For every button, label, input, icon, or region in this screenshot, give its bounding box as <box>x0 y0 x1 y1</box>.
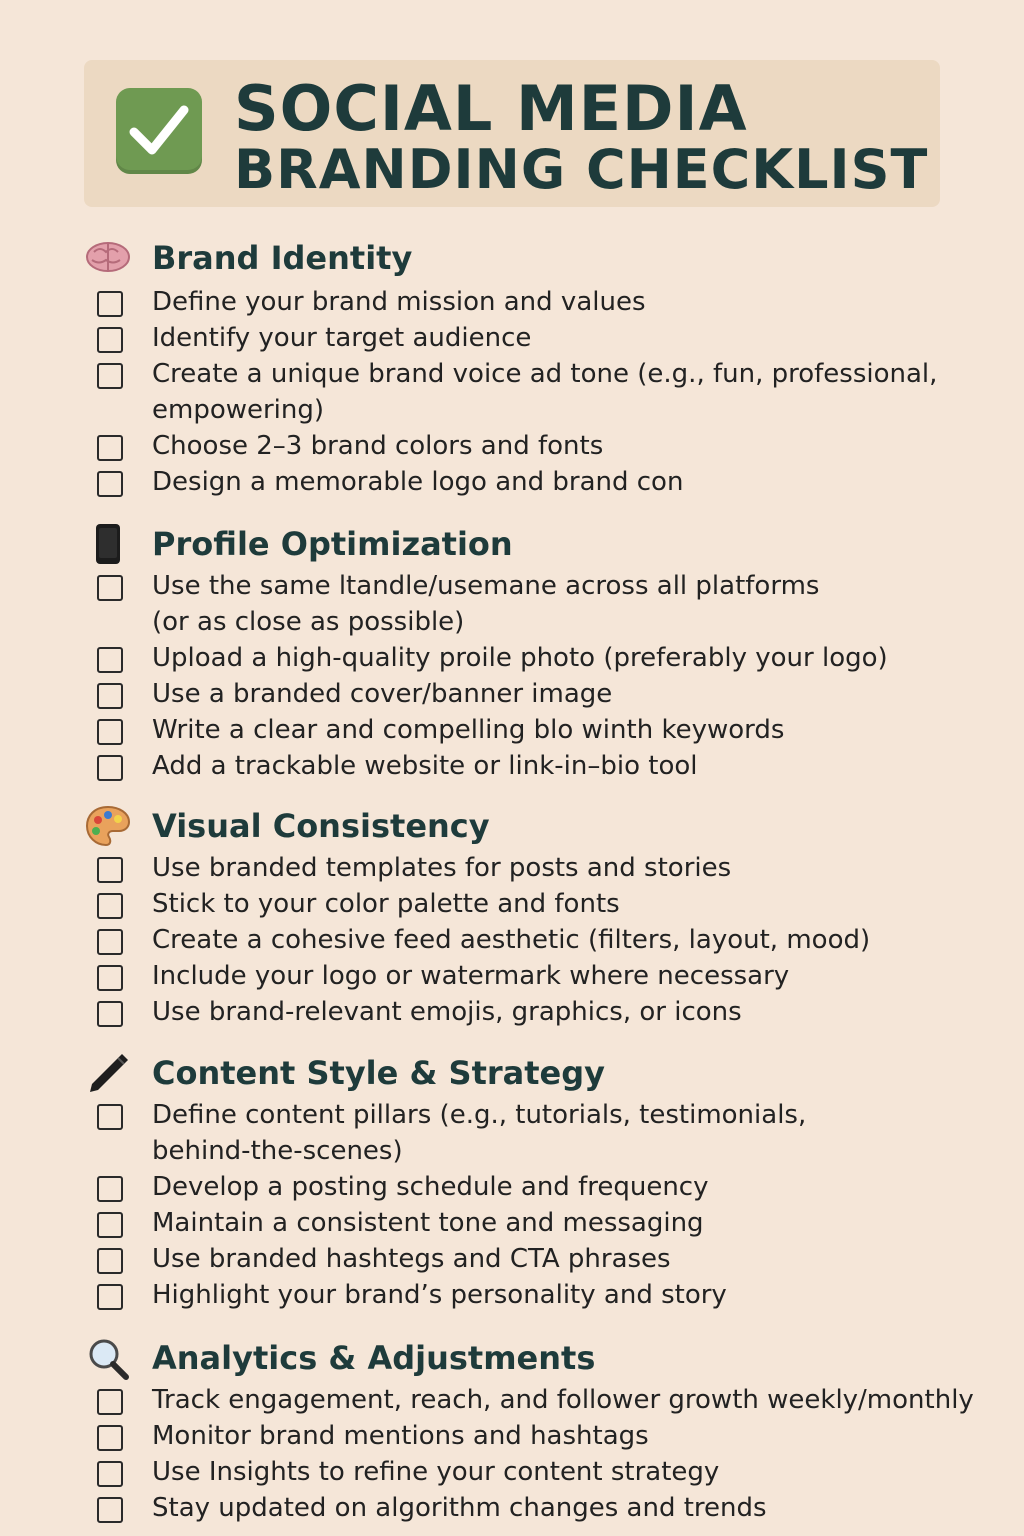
checkbox[interactable] <box>97 1212 123 1238</box>
checkbox[interactable] <box>97 893 123 919</box>
checklist-item[interactable]: Design a memorable logo and brand con <box>84 464 1004 500</box>
checkbox[interactable] <box>97 1389 123 1415</box>
checkbox[interactable] <box>97 291 123 317</box>
section-title: Visual Consistency <box>152 807 490 845</box>
smartphone-icon <box>84 522 132 566</box>
checkbox[interactable] <box>97 327 123 353</box>
section-profile-optimization <box>84 522 1004 784</box>
checkbox[interactable] <box>97 1284 123 1310</box>
section-analytics-adjustments <box>84 1336 1004 1526</box>
checklist-item[interactable]: Choose 2–3 brand colors and fonts <box>84 428 1004 464</box>
page-title-line-1: SOCIAL MEDIA <box>234 72 748 145</box>
checklist <box>84 1097 1004 1313</box>
checkbox[interactable] <box>97 435 123 461</box>
checkbox[interactable] <box>97 929 123 955</box>
section-heading <box>84 1336 1004 1380</box>
checkbox[interactable] <box>97 363 123 389</box>
section-heading <box>84 1051 1004 1095</box>
checklist-item[interactable]: Create a cohesive feed aesthetic (filters, layout, mood) <box>84 922 1004 958</box>
checklist-item[interactable]: Upload a high-quality proile photo (preferably your logo) <box>84 640 1004 676</box>
section-heading <box>84 522 1004 566</box>
checklist-item[interactable]: Create a unique brand voice ad tone (e.g., fun, professional, empowering) <box>84 356 1004 428</box>
checklist-item[interactable]: Use Insights to refine your content strategy <box>84 1454 1004 1490</box>
title-banner <box>84 60 940 207</box>
checklist-item[interactable]: Define your brand mission and values <box>84 284 1004 320</box>
checklist-item[interactable]: Use a branded cover/banner image <box>84 676 1004 712</box>
checkbox[interactable] <box>97 1461 123 1487</box>
checkbox[interactable] <box>97 575 123 601</box>
section-heading <box>84 236 1004 280</box>
section-title: Brand Identity <box>152 239 413 277</box>
check-mark-icon <box>116 88 202 174</box>
section-title: Content Style & Strategy <box>152 1054 606 1092</box>
checkbox[interactable] <box>97 857 123 883</box>
checklist <box>84 568 1004 784</box>
page-title-line-2: BRANDING CHECKLIST <box>234 138 929 201</box>
checklist-item[interactable]: Write a clear and compelling blo winth keywords <box>84 712 1004 748</box>
checkbox[interactable] <box>97 647 123 673</box>
section-heading <box>84 804 1004 848</box>
checkbox[interactable] <box>97 965 123 991</box>
checkbox[interactable] <box>97 1497 123 1523</box>
checklist-item[interactable]: Use the same ltandle/usemane across all platforms (or as close as possible) <box>84 568 1004 640</box>
pen-icon <box>84 1051 132 1095</box>
checkbox[interactable] <box>97 1001 123 1027</box>
checkbox[interactable] <box>97 1248 123 1274</box>
checkbox[interactable] <box>97 471 123 497</box>
checklist <box>84 284 1004 500</box>
checkbox[interactable] <box>97 755 123 781</box>
checklist <box>84 1382 1004 1526</box>
checklist-item[interactable]: Stay updated on algorithm changes and trends <box>84 1490 1004 1526</box>
checklist-item[interactable]: Highlight your brand’s personality and story <box>84 1277 1004 1313</box>
checkbox[interactable] <box>97 1176 123 1202</box>
section-title: Analytics & Adjustments <box>152 1339 596 1377</box>
checkbox[interactable] <box>97 1104 123 1130</box>
checklist-item[interactable]: Use branded templates for posts and stories <box>84 850 1004 886</box>
checklist-item[interactable]: Define content pillars (e.g., tutorials, testimonials, behind-the-scenes) <box>84 1097 1004 1169</box>
checklist <box>84 850 1004 1030</box>
checklist-item[interactable]: Use brand-relevant emojis, graphics, or icons <box>84 994 1004 1030</box>
checklist-item[interactable]: Identify your target audience <box>84 320 1004 356</box>
checklist-item[interactable]: Maintain a consistent tone and messaging <box>84 1205 1004 1241</box>
section-visual-consistency <box>84 804 1004 1030</box>
checklist-item[interactable]: Include your logo or watermark where necessary <box>84 958 1004 994</box>
checkbox[interactable] <box>97 719 123 745</box>
palette-icon <box>84 804 132 848</box>
section-title: Profile Optimization <box>152 525 513 563</box>
section-brand-identity <box>84 236 1004 500</box>
checklist-item[interactable]: Monitor brand mentions and hashtags <box>84 1418 1004 1454</box>
checkbox[interactable] <box>97 683 123 709</box>
checkbox[interactable] <box>97 1425 123 1451</box>
brain-icon <box>84 236 132 280</box>
checklist-item[interactable]: Add a trackable website or link-in–bio tool <box>84 748 1004 784</box>
checklist-item[interactable]: Use branded hashtegs and CTA phrases <box>84 1241 1004 1277</box>
checklist-item[interactable]: Develop a posting schedule and frequency <box>84 1169 1004 1205</box>
magnifying-glass-icon <box>84 1336 132 1380</box>
checklist-item[interactable]: Stick to your color palette and fonts <box>84 886 1004 922</box>
section-content-style-strategy <box>84 1051 1004 1313</box>
checklist-item[interactable]: Track engagement, reach, and follower growth weekly/monthly <box>84 1382 1004 1418</box>
